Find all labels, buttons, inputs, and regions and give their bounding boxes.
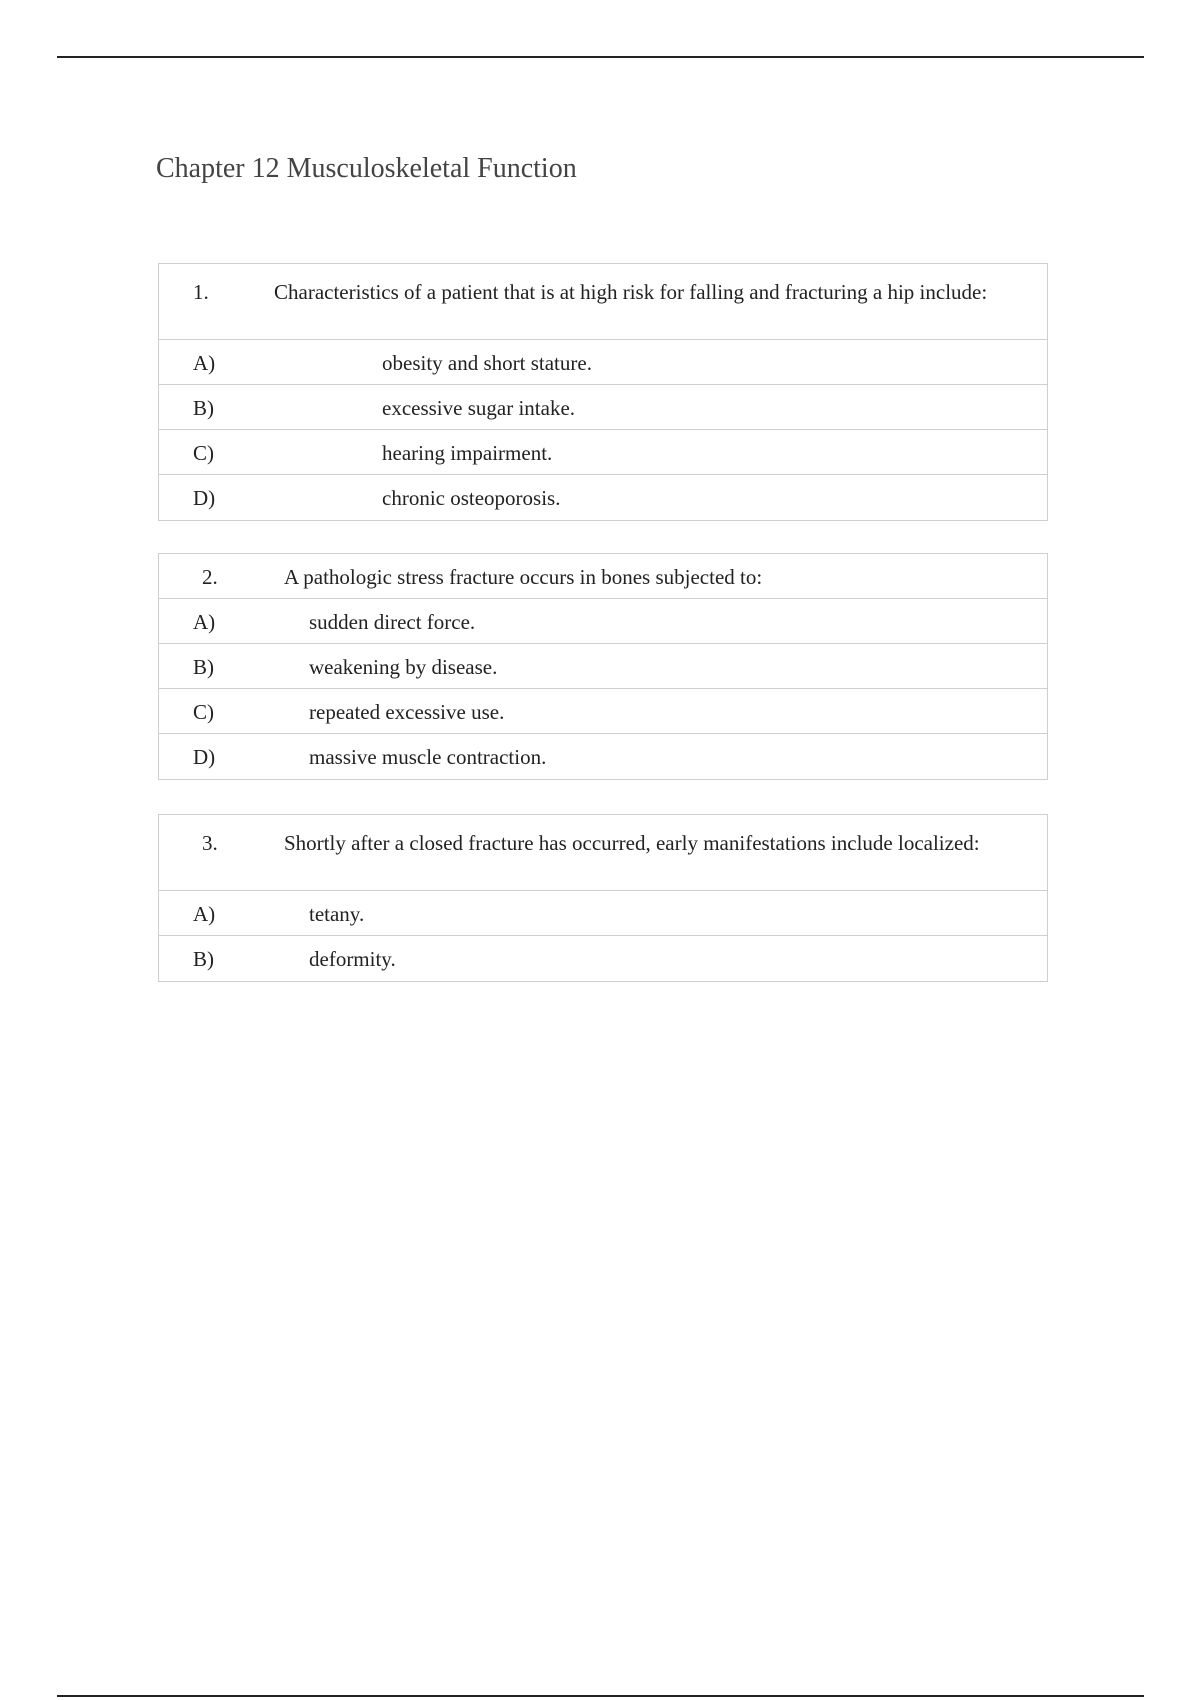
choice-letter: B) <box>193 947 214 971</box>
question-3 <box>158 814 1048 982</box>
choice-letter: A) <box>193 610 216 634</box>
question-header <box>159 815 1047 891</box>
choice-text: tetany. <box>309 902 365 926</box>
choice-row <box>159 891 1047 936</box>
question-number: 2. <box>202 565 218 589</box>
choice-text: chronic osteoporosis. <box>382 486 561 510</box>
question-number: 3. <box>202 831 218 855</box>
choice-text: deformity. <box>309 947 396 971</box>
choice-letter: A) <box>193 351 216 375</box>
choice-text: weakening by disease. <box>309 655 498 679</box>
question-stem: Characteristics of a patient that is at high risk for falling and fracturing a hip include: <box>274 280 988 304</box>
question-number: 1. <box>193 280 209 304</box>
bottom-rule <box>57 1695 1144 1697</box>
choice-row <box>159 936 1047 981</box>
choice-text: hearing impairment. <box>382 441 553 465</box>
choice-text: repeated excessive use. <box>309 700 505 724</box>
choice-letter: B) <box>193 655 214 679</box>
chapter-title: Chapter 12 Musculoskeletal Function <box>156 153 577 184</box>
choice-letter: D) <box>193 745 216 769</box>
question-stem: A pathologic stress fracture occurs in bones subjected to: <box>284 565 763 589</box>
top-rule <box>57 56 1144 58</box>
choice-row <box>159 644 1047 689</box>
choice-row <box>159 340 1047 385</box>
question-stem: Shortly after a closed fracture has occurred, early manifestations include localized: <box>284 831 980 855</box>
question-header <box>159 554 1047 599</box>
question-1 <box>158 263 1048 521</box>
choice-row <box>159 385 1047 430</box>
choice-row <box>159 734 1047 779</box>
choice-letter: C) <box>193 700 214 724</box>
choice-letter: A) <box>193 902 216 926</box>
question-2 <box>158 553 1048 780</box>
choice-text: excessive sugar intake. <box>382 396 576 420</box>
choice-letter: C) <box>193 441 214 465</box>
choice-text: sudden direct force. <box>309 610 476 634</box>
question-header <box>159 264 1047 340</box>
choice-text: obesity and short stature. <box>382 351 592 375</box>
choice-letter: B) <box>193 396 214 420</box>
choice-text: massive muscle contraction. <box>309 745 547 769</box>
choice-row <box>159 599 1047 644</box>
choice-letter: D) <box>193 486 216 510</box>
choice-row <box>159 430 1047 475</box>
choice-row <box>159 689 1047 734</box>
choice-row <box>159 475 1047 520</box>
